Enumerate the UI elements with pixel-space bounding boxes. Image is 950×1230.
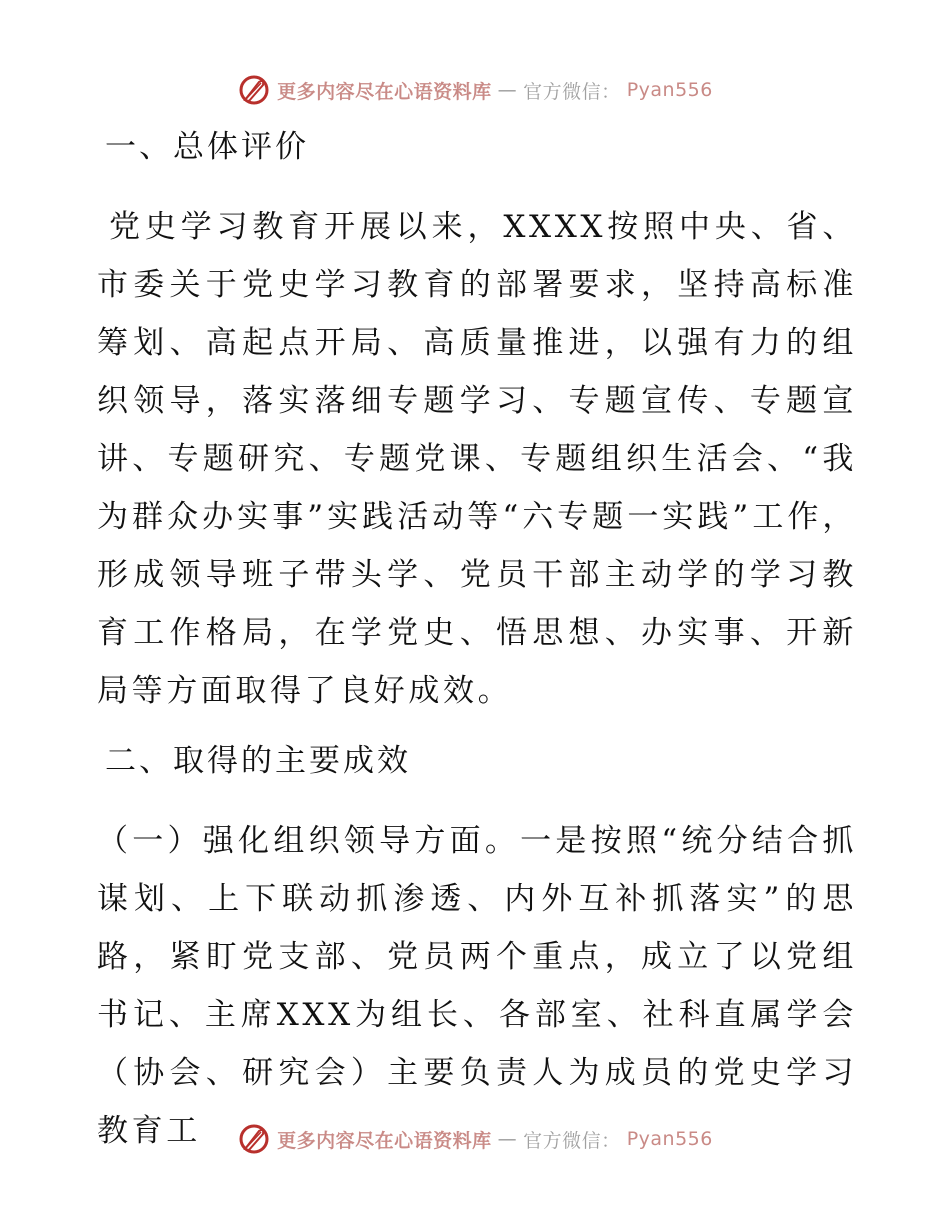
document-content xyxy=(97,118,857,1160)
banner-wechat-label: 官方微信： xyxy=(523,1129,621,1152)
banner-main-text: 更多内容尽在心语资料库 xyxy=(277,1129,492,1152)
banner-dash: — xyxy=(497,1128,518,1150)
footer-banner xyxy=(0,1119,950,1159)
banner-main-text: 更多内容尽在心语资料库 xyxy=(277,80,492,103)
quill-pen-logo-icon xyxy=(237,1122,271,1156)
banner-wechat-id: Pyan556 xyxy=(626,1128,713,1150)
quill-pen-logo-icon xyxy=(237,73,271,107)
header-banner xyxy=(0,70,950,110)
banner-dash: — xyxy=(497,79,518,101)
banner-wechat-label: 官方微信： xyxy=(523,80,621,103)
banner-wechat-id: Pyan556 xyxy=(626,79,713,101)
paragraph-overall-evaluation: 党史学习教育开展以来，XXXX按照中央、省、市委关于党史学习教育的部署要求，坚持高标准筹划、高起点开局、高质量推进，以强有力的组织领导，落实落细专题学习、专题宣传、专题宣讲、专题研究、专题党课、专题组织生活会、“我为群众办实事”实践活动等“六专题一实践”工作，形成领导班子带头学、党员干部主动学的学习教育工作格局，在学党史、悟思想、办实事、开新局等方面取得了良好成效。 xyxy=(97,209,857,709)
section-heading-main-achievements: 二、取得的主要成效 xyxy=(105,743,411,779)
paragraph-organizational-leadership: （一）强化组织领导方面。一是按照“统分结合抓谋划、上下联动抓渗透、内外互补抓落实”的思路，紧盯党支部、党员两个重点，成立了以党组书记、主席XXX为组长、各部室、社科直属学会（协会、研究会）主要负责人为成员的党史学习教育工 xyxy=(97,823,857,1149)
section-heading-overall-evaluation: 一、总体评价 xyxy=(105,129,309,165)
